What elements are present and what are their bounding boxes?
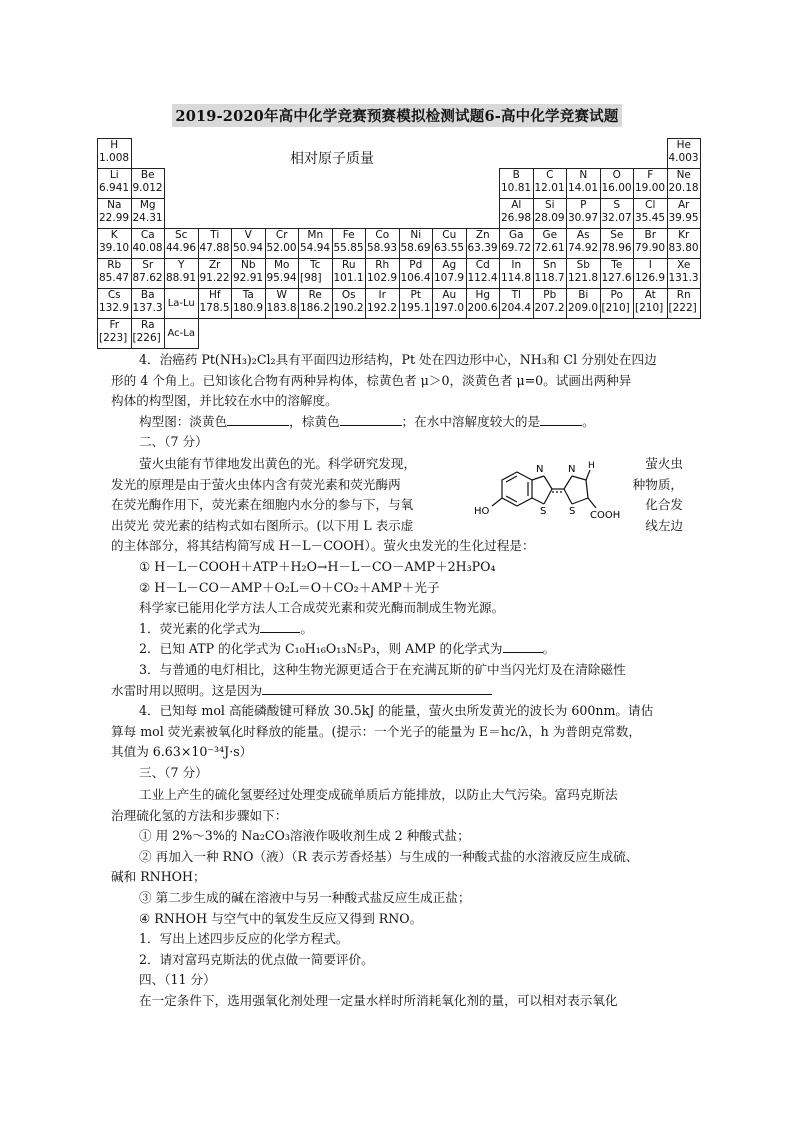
s3-line-1: 工业上产生的硫化氢要经过处理变成硫单质后方能排放，以防止大气污染。富玛克斯法 (139, 787, 618, 802)
answer-blank[interactable] (540, 412, 582, 426)
element-cell-hg (466, 289, 500, 319)
atomic-mass: 19.00 (635, 182, 666, 194)
element-cell-mo (265, 259, 299, 289)
element-symbol: Sc (175, 229, 188, 241)
element-symbol: Se (610, 229, 624, 241)
element-cell-ra (131, 319, 165, 349)
element-symbol: Nb (240, 259, 256, 271)
element-symbol: Cu (442, 229, 457, 241)
atomic-mass: 186.2 (300, 302, 331, 314)
element-symbol: Hg (475, 289, 491, 301)
element-symbol: Al (511, 199, 522, 211)
atomic-mass: 1.008 (99, 152, 130, 164)
q4-label-light: 构型图：淡黄色 (139, 413, 228, 429)
page-title: 2019-2020年高中化学竞赛预赛模拟检测试题6-高中化学竞赛试题 (172, 104, 621, 127)
atomic-mass: 74.92 (568, 242, 599, 254)
element-symbol: P (580, 199, 587, 211)
s2-question-3: 3．与普通的电灯相比，这种生物光源更适合于在充满瓦斯的矿中当闪光灯及在清除磁性 (139, 661, 626, 677)
q4-label-brown: ，棕黄色 (289, 413, 340, 429)
element-symbol: Si (544, 199, 555, 211)
s3-item-2: ② 再加入一种 RNO（液）（R 表示芳香烃基）与生成的一种酸式盐的水溶液反应生成硫、 (139, 848, 639, 864)
table-row (98, 139, 701, 169)
answer-blank[interactable] (262, 681, 492, 695)
element-cell-mg (131, 199, 165, 229)
element-cell-re (299, 289, 333, 319)
element-cell-pd (399, 259, 433, 289)
element-cell-tc (299, 259, 333, 289)
element-symbol: Cl (645, 199, 656, 211)
element-cell-c (533, 169, 567, 199)
s2-question-1 (111, 619, 683, 640)
element-cell-hf (198, 289, 232, 319)
element-symbol: Pb (543, 289, 557, 301)
equation-2: ② H－L－CO－AMP＋O₂L＝O＋CO₂＋AMP＋光子 (139, 579, 440, 595)
element-symbol: Bi (578, 289, 589, 301)
element-symbol: He (676, 139, 691, 151)
element-symbol: Xe (677, 259, 691, 271)
table-row (98, 169, 701, 199)
element-symbol: Br (644, 229, 657, 241)
table-row (98, 229, 701, 259)
element-cell-pb (533, 289, 567, 319)
element-symbol: At (644, 289, 656, 301)
label-h: H (588, 461, 595, 471)
element-cell-ca (131, 229, 165, 259)
table-gap (165, 199, 500, 229)
element-symbol: Ti (210, 229, 220, 241)
element-cell-au (433, 289, 467, 319)
atomic-mass: 118.7 (534, 272, 565, 284)
atomic-mass: 197.0 (434, 302, 465, 314)
element-cell-ir (366, 289, 400, 319)
element-cell-se (600, 229, 634, 259)
element-symbol: W (276, 289, 287, 301)
element-symbol: Ba (140, 289, 155, 301)
element-cell-co (366, 229, 400, 259)
element-symbol: Re (308, 289, 322, 301)
element-cell-mn (299, 229, 333, 259)
element-cell-ga (500, 229, 534, 259)
element-symbol: Rn (676, 289, 691, 301)
section-4-heading: 四、（11 分） (139, 972, 216, 988)
element-symbol: Cr (275, 229, 288, 241)
element-cell-kr (667, 229, 701, 259)
element-symbol: Ru (342, 259, 356, 271)
element-cell-y (165, 259, 199, 289)
page-title-wrap (0, 104, 794, 127)
section-3 (111, 785, 683, 1012)
element-cell-ni (399, 229, 433, 259)
element-cell-zr (198, 259, 232, 289)
element-symbol: Fe (342, 229, 355, 241)
element-cell-h (98, 139, 132, 169)
answer-blank[interactable] (260, 619, 300, 633)
s2-line-5: 的主体部分，将其结构简写成 H－L－COOH）。萤火虫发光的生化过程是： (111, 538, 535, 554)
element-symbol: Sb (576, 259, 590, 271)
element-symbol: Tl (511, 289, 521, 301)
element-cell-b (500, 169, 534, 199)
s3-line-2: 治理硫化氢的方法和步骤如下： (111, 807, 288, 823)
atomic-mass: 20.18 (668, 182, 699, 194)
atomic-mass: 32.07 (601, 212, 632, 224)
atomic-mass: [222] (668, 302, 697, 314)
s2-text-right: 线左边 (645, 517, 683, 533)
element-symbol: Cd (475, 259, 490, 271)
atomic-mass: 63.39 (467, 242, 498, 254)
element-cell-te (600, 259, 634, 289)
element-cell-p (567, 199, 601, 229)
table-row (98, 199, 701, 229)
element-cell-ba (131, 289, 165, 319)
element-symbol: N (579, 169, 588, 181)
atomic-mass: 63.55 (434, 242, 465, 254)
element-symbol: Sn (543, 259, 557, 271)
element-symbol: Ga (508, 229, 524, 241)
element-cell-cd (466, 259, 500, 289)
question-4 (111, 350, 683, 453)
element-symbol: Ne (676, 169, 691, 181)
element-cell-ru (332, 259, 366, 289)
s2-text-right: 化合发 (645, 497, 683, 513)
element-symbol: I (648, 259, 652, 271)
atomic-mass: 39.10 (99, 242, 130, 254)
element-cell-zn (466, 229, 500, 259)
atomic-mass: 101.1 (333, 272, 364, 284)
atomic-mass: 112.4 (467, 272, 498, 284)
s4-line-1: 在一定条件下，选用强氧化剂处理一定量水样时所消耗氧化剂的量，可以相对表示氧化 (139, 992, 618, 1008)
element-symbol: Cs (107, 289, 121, 301)
element-symbol: Ge (542, 229, 558, 241)
atomic-mass: 30.97 (568, 212, 599, 224)
element-symbol: Rb (107, 259, 122, 271)
element-symbol: Na (107, 199, 122, 211)
atomic-mass: [210] (635, 302, 664, 314)
element-symbol: Ar (678, 199, 690, 211)
element-cell-ge (533, 229, 567, 259)
element-cell-n (567, 169, 601, 199)
atomic-mass: 87.62 (132, 272, 163, 284)
q4-line-2: 形的 4 个角上。已知该化合物有两种异构体，棕黄色者 μ＞0，淡黄色者 μ=0。试画出两种异 (111, 372, 632, 388)
element-cell-sr (131, 259, 165, 289)
element-cell-ac-la: Ac-La (165, 319, 199, 349)
element-symbol: K (110, 229, 118, 241)
element-cell-li (98, 169, 132, 199)
atomic-mass: 22.99 (99, 212, 130, 224)
element-cell-xe (667, 259, 701, 289)
atomic-mass: 69.72 (501, 242, 532, 254)
element-cell-nb (232, 259, 266, 289)
element-cell-he (667, 139, 701, 169)
element-cell-la-lu: La-Lu (165, 289, 199, 319)
element-cell-as (567, 229, 601, 259)
element-symbol: Ca (140, 229, 155, 241)
element-symbol: H (110, 139, 119, 151)
element-symbol: Fr (109, 319, 120, 331)
table-gap (131, 139, 667, 169)
atomic-mass: 180.9 (233, 302, 264, 314)
label-s2: S (569, 506, 576, 517)
atomic-mass: 183.8 (266, 302, 297, 314)
atomic-mass: 137.3 (132, 302, 163, 314)
element-symbol: Pt (410, 289, 421, 301)
element-cell-fe (332, 229, 366, 259)
atomic-mass: 95.94 (266, 272, 297, 284)
atomic-mass: 204.4 (501, 302, 532, 314)
atomic-mass: 132.9 (99, 302, 130, 314)
s3-item-4: ④ RNHOH 与空气中的氧发生反应又得到 RNO。 (139, 910, 423, 926)
element-cell-k (98, 229, 132, 259)
element-symbol: Au (442, 289, 457, 301)
element-cell-na (98, 199, 132, 229)
atomic-mass: [98] (300, 272, 322, 284)
label-cooh: COOH (590, 510, 621, 521)
element-cell-bi (567, 289, 601, 319)
element-symbol: Mg (139, 199, 156, 211)
element-cell-pt (399, 289, 433, 319)
element-cell-w (265, 289, 299, 319)
s2-text: 在荧光酶作用下，荧光素在细胞内水分的参与下，与氧 (111, 497, 414, 513)
atomic-mass: 47.88 (199, 242, 230, 254)
s2-line-6: 科学家已能用化学方法人工合成荧光素和荧光酶而制成生物光源。 (139, 600, 505, 616)
atomic-mass: 190.2 (333, 302, 364, 314)
period: 。 (300, 620, 313, 636)
atomic-mass: 92.91 (233, 272, 264, 284)
element-symbol: Ag (442, 259, 457, 271)
atomic-mass: 107.9 (434, 272, 465, 284)
q-text: 1．荧光素的化学式为 (139, 620, 261, 636)
atomic-mass: 131.3 (668, 272, 699, 284)
atomic-mass: 121.8 (568, 272, 599, 284)
atomic-mass: [223] (99, 332, 128, 344)
luciferin-structure-figure (472, 458, 632, 536)
s3-item-3: ③ 第二步生成的碱在溶液中与另一种酸式盐反应生成正盐； (139, 889, 471, 905)
element-cell-sc (165, 229, 199, 259)
label-n1: N (536, 464, 544, 475)
element-cell-sn (533, 259, 567, 289)
s2-text-right: 萤火虫 (645, 456, 683, 471)
element-symbol: V (244, 229, 252, 241)
atomic-mass: 83.80 (668, 242, 699, 254)
element-cell-be (131, 169, 165, 199)
q4-line-1: 4．治癌药 Pt(NH₃)₂Cl₂具有平面四边形结构，Pt 处在四边形中心，NH₃和 Cl 分别处在四边 (139, 352, 657, 367)
element-symbol: F (647, 169, 654, 181)
element-symbol: Zn (475, 229, 490, 241)
atomic-mass: 26.98 (501, 212, 532, 224)
element-symbol: Co (375, 229, 390, 241)
atomic-mass: 79.90 (635, 242, 666, 254)
s3-item-2b: 碱和 RNHOH； (111, 869, 206, 885)
element-cell-in (500, 259, 534, 289)
element-symbol: Mo (274, 259, 290, 271)
element-symbol: S (613, 199, 621, 211)
element-symbol: Tc (310, 259, 321, 271)
element-symbol: Mn (307, 229, 324, 241)
element-cell-cl (634, 199, 668, 229)
element-cell-br (634, 229, 668, 259)
element-symbol: Te (611, 259, 623, 271)
atomic-mass: [210] (601, 302, 630, 314)
s2-question-4b: 算每 mol 荧光素被氧化时释放的能量。(提示：一个光子的能量为 E＝hc/λ，h 为普朗克常数， (111, 723, 641, 739)
s2-text: 出荧光 荧光素的结构式如右图所示。(以下用 L 表示虚 (111, 517, 414, 533)
equation-1: ① H－L－COOH＋ATP＋H₂O→H－L－CO－AMP＋2H₃PO₄ (139, 558, 496, 574)
atomic-mass: 54.94 (300, 242, 331, 254)
element-cell-v (232, 229, 266, 259)
element-cell-po (600, 289, 634, 319)
element-cell-rn (667, 289, 701, 319)
label-n2: N (568, 464, 576, 475)
table-gap (165, 169, 500, 199)
element-cell-rb (98, 259, 132, 289)
atomic-mass: 4.003 (668, 152, 699, 164)
element-cell-rh (366, 259, 400, 289)
answer-blank[interactable] (340, 412, 402, 426)
element-cell-s (600, 199, 634, 229)
element-symbol: In (511, 259, 522, 271)
atomic-mass: 39.95 (668, 212, 699, 224)
element-cell-fr (98, 319, 132, 349)
atomic-mass: 72.61 (534, 242, 565, 254)
atomic-mass: 178.5 (199, 302, 230, 314)
atomic-mass: 40.08 (132, 242, 163, 254)
atomic-mass: 195.1 (400, 302, 431, 314)
s2-question-4c: 其值为 6.63×10⁻³⁴J·s） (111, 744, 253, 760)
element-cell-tl (500, 289, 534, 319)
section-3-heading: 三、（7 分） (139, 764, 208, 780)
atomic-mass: 207.2 (534, 302, 565, 314)
s2-question-3b (111, 681, 683, 702)
q-text: 2．已知 ATP 的化学式为 C₁₀H₁₆O₁₃N₅P₃，则 AMP 的化学式为 (139, 641, 503, 657)
atomic-mass: 14.01 (568, 182, 599, 194)
element-cell-ne (667, 169, 701, 199)
element-symbol: Y (178, 259, 185, 271)
element-symbol: Ni (410, 229, 422, 241)
element-cell-sb (567, 259, 601, 289)
element-cell-os (332, 289, 366, 319)
atomic-mass: 52.00 (266, 242, 297, 254)
atomic-mass: 85.47 (99, 272, 130, 284)
element-symbol: Be (140, 169, 155, 181)
q4-line-4 (111, 412, 683, 433)
element-cell-cu (433, 229, 467, 259)
atomic-mass: 58.69 (400, 242, 431, 254)
q4-label-solubility: ；在水中溶解度较大的是 (401, 413, 541, 429)
atomic-mass: 102.9 (367, 272, 398, 284)
atomic-mass: 16.00 (601, 182, 632, 194)
element-symbol: Pd (409, 259, 423, 271)
element-cell-cs (98, 289, 132, 319)
atomic-mass: 28.09 (534, 212, 565, 224)
atomic-mass: 24.31 (132, 212, 163, 224)
label-s1: S (540, 506, 547, 517)
element-cell-al (500, 199, 534, 229)
periodic-table (97, 138, 701, 349)
element-cell-ti (198, 229, 232, 259)
s2-question-4a: 4．已知每 mol 高能磷酸键可释放 30.5kJ 的能量，萤火虫所发黄光的波长为 600nm。请估 (139, 703, 654, 719)
label-ho: HO (474, 506, 490, 517)
element-symbol: O (612, 169, 621, 181)
answer-blank[interactable] (227, 412, 289, 426)
element-symbol: Kr (678, 229, 690, 241)
element-symbol: Rh (375, 259, 390, 271)
element-symbol: C (546, 169, 554, 181)
atomic-mass: 78.96 (601, 242, 632, 254)
element-symbol: Li (109, 169, 119, 181)
table-row (98, 259, 701, 289)
element-cell-ta (232, 289, 266, 319)
element-cell-f (634, 169, 668, 199)
element-cell-ag (433, 259, 467, 289)
atomic-mass: 114.8 (501, 272, 532, 284)
element-symbol: Hf (208, 289, 221, 301)
atomic-mass: 50.94 (233, 242, 264, 254)
atomic-mass: 9.012 (132, 182, 163, 194)
q4-line-3: 构体的构型图，并比较在水中的溶解度。 (111, 393, 338, 409)
atomic-mass: 127.6 (601, 272, 632, 284)
element-symbol: Po (610, 289, 623, 301)
answer-blank[interactable] (503, 639, 543, 653)
atomic-mass: [226] (132, 332, 161, 344)
periodic-table-title: 相对原子质量 (290, 151, 374, 167)
element-symbol: Sr (142, 259, 154, 271)
atomic-mass: 200.6 (467, 302, 498, 314)
s2-text: 萤火虫能有节律地发出黄色的光。科学研究发现， (139, 456, 417, 471)
element-symbol: Ra (141, 319, 155, 331)
s2-text: 发光的原理是由于萤火虫体内含有荧光素和荧光酶两 (111, 476, 401, 492)
element-cell-i (634, 259, 668, 289)
element-symbol: Zr (208, 259, 221, 271)
element-cell-o (600, 169, 634, 199)
s3-question-2: 2．请对富玛克斯法的优点做一简要评价。 (139, 951, 374, 967)
q-text: 水雷时用以照明。这是因为 (111, 682, 263, 698)
atomic-mass: 192.2 (367, 302, 398, 314)
atomic-mass: 58.93 (367, 242, 398, 254)
element-symbol: Ta (242, 289, 254, 301)
table-gap (198, 319, 701, 349)
atomic-mass: 126.9 (635, 272, 666, 284)
s3-question-1: 1．写出上述四步反应的化学方程式。 (139, 931, 349, 947)
element-symbol: As (576, 229, 590, 241)
element-cell-at (634, 289, 668, 319)
element-symbol: B (512, 169, 520, 181)
table-row (98, 319, 701, 349)
atomic-mass: 35.45 (635, 212, 666, 224)
table-row (98, 289, 701, 319)
element-symbol: Ir (378, 289, 386, 301)
period: 。 (542, 641, 556, 657)
element-cell-si (533, 199, 567, 229)
atomic-mass: 106.4 (400, 272, 431, 284)
atomic-mass: 44.96 (166, 242, 197, 254)
atomic-mass: 6.941 (99, 182, 130, 194)
element-cell-cr (265, 229, 299, 259)
s3-item-1: ① 用 2%～3%的 Na₂CO₃溶液作吸收剂生成 2 种酸式盐； (139, 828, 470, 844)
period: 。 (582, 413, 595, 429)
atomic-mass: 91.22 (199, 272, 230, 284)
s2-question-2 (111, 639, 683, 660)
s2-text-right: 种物质， (632, 476, 683, 492)
atomic-mass: 209.0 (568, 302, 599, 314)
atomic-mass: 12.01 (534, 182, 565, 194)
atomic-mass: 55.85 (333, 242, 364, 254)
element-cell-ar (667, 199, 701, 229)
section-2-heading: 二、（7 分） (139, 434, 208, 450)
element-symbol: Os (341, 289, 356, 301)
atomic-mass: 88.91 (166, 272, 197, 284)
atomic-mass: 10.81 (501, 182, 532, 194)
